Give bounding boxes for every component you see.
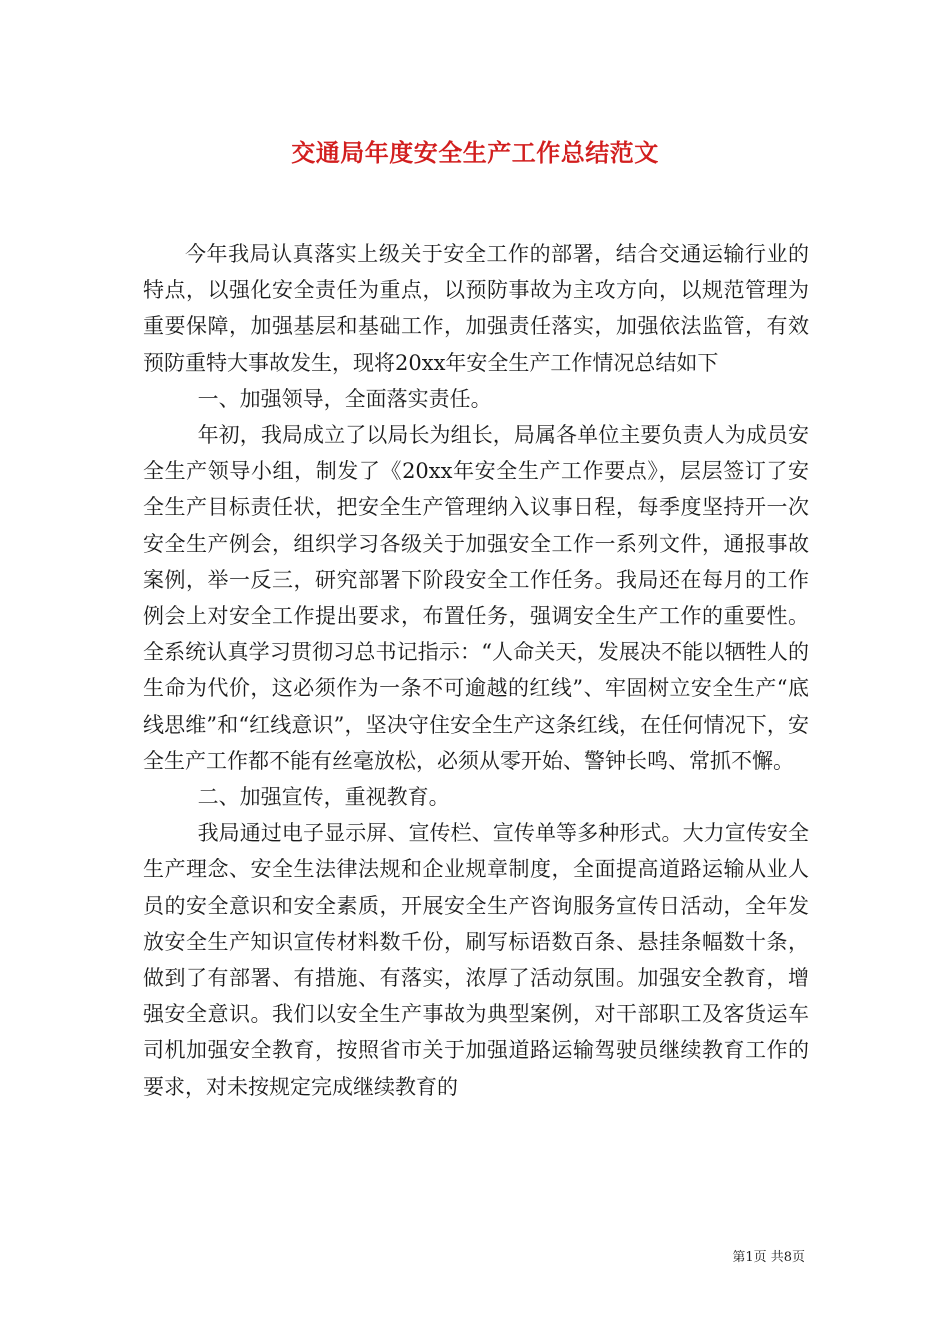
intro-paragraph: 今年我局认真落实上级关于安全工作的部署，结合交通运输行业的特点，以强化安全责任为重点，以预防事故为主攻方向，以规范管理为重要保障，加强基层和基础工作，加强责任落实，加强依法监管，有效预防重特大事故发生，现将20xx年安全生产工作情况总结如下: [143, 242, 809, 375]
page-number-footer: 第1页 共8页: [732, 1250, 805, 1265]
document-body: [143, 236, 809, 1105]
section-heading-1: 一、加强领导，全面落实责任。: [197, 386, 492, 411]
document-title: 交通局年度安全生产工作总结范文: [291, 138, 659, 167]
section-2-paragraph: 我局通过电子显示屏、宣传栏、宣传单等多种形式。大力宣传安全生产理念、安全生法律法规和企业规章制度，全面提高道路运输从业人员的安全意识和安全素质，开展安全生产咨询服务宣传日活动，全年发放安全生产知识宣传材料数千份，刷写标语数百条、悬挂条幅数十条，做到了有部署、有措施、有落实，浓厚了活动氛围。加强安全教育，增强安全意识。我们以安全生产事故为典型案例，对干部职工及客货运车司机加强安全教育，按照省市关于加强道路运输驾驶员继续教育工作的要求，对未按规定完成继续教育的: [143, 821, 809, 1099]
section-heading-2: 二、加强宣传，重视教育。: [197, 785, 450, 810]
section-1-paragraph: 年初，我局成立了以局长为组长，局属各单位主要负责人为成员安全生产领导小组，制发了《20xx年安全生产工作要点》，层层签订了安全生产目标责任状，把安全生产管理纳入议事日程，每季度坚持开一次安全生产例会，组织学习各级关于加强安全工作一系列文件，通报事故案例，举一反三，研究部署下阶段安全工作任务。我局还在每月的工作例会上对安全工作提出要求，布置任务，强调安全生产工作的重要性。全系统认真学习贯彻习总书记指示：“人命关天，发展决不能以牺牲人的生命为代价，这必须作为一条不可逾越的红线”、牢固树立安全生产“底线思维”和“红线意识”，坚决守住安全生产这条红线，在任何情况下，安全生产工作都不能有丝毫放松，必须从零开始、警钟长鸣、常抓不懈。: [143, 423, 809, 773]
